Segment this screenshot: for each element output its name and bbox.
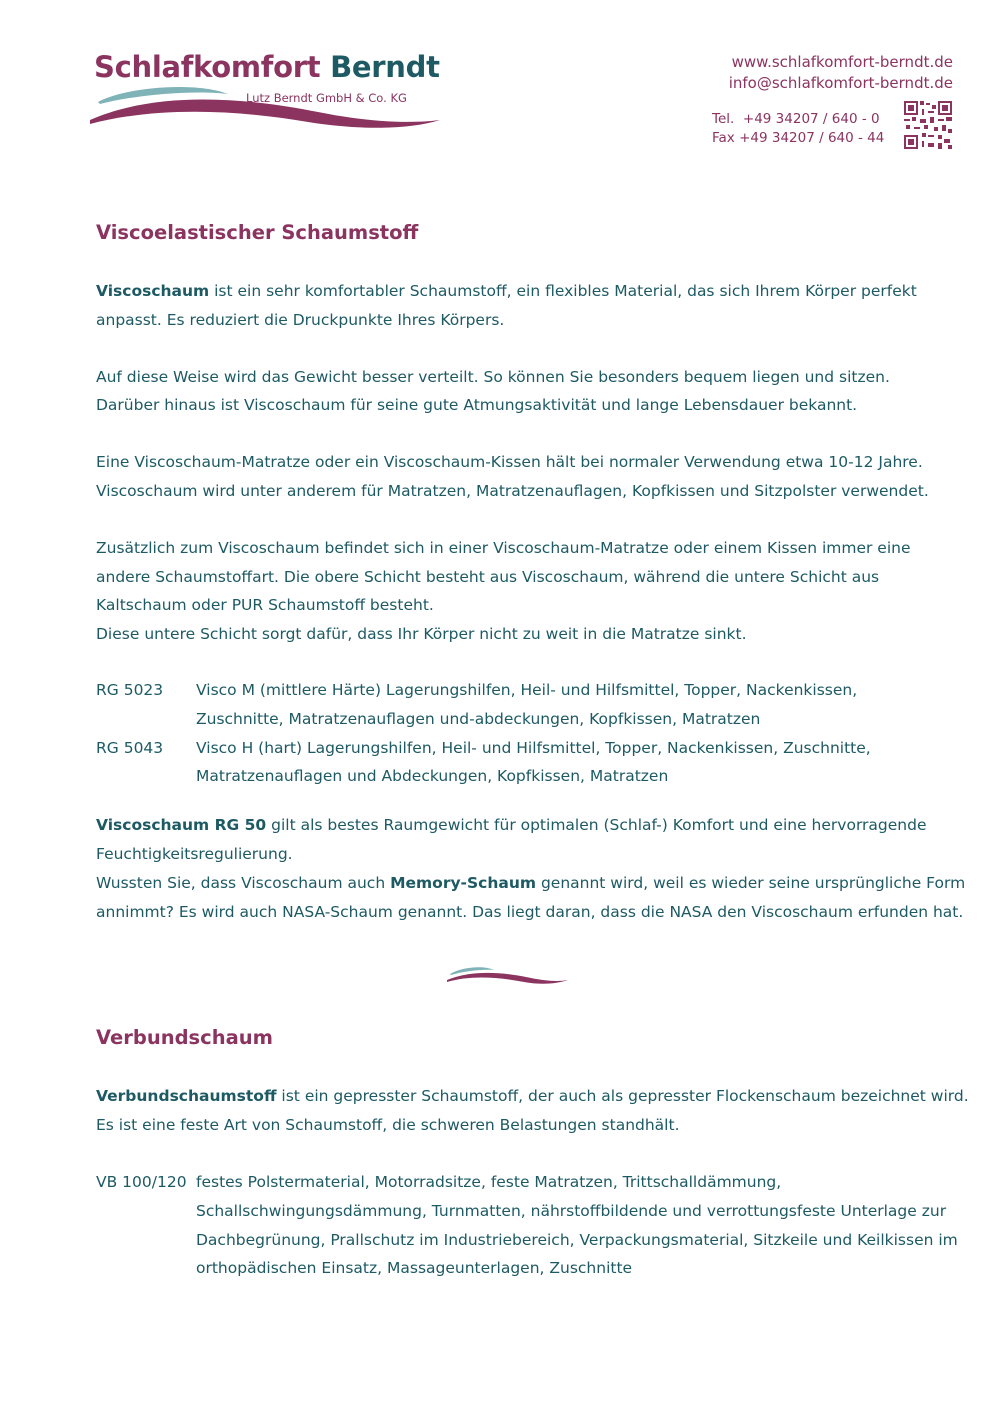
rg-text: Visco M (mittlere Härte) Lagerungshilfen, Heil- und Hilfsmittel, Topper, Nackenkissen, Zuschnitte, Matratzenauflagen und-abdeckungen, Kopfkissen, Matratzen (196, 680, 858, 728)
logo-name-part2: Berndt (330, 50, 440, 84)
rg-list (96, 676, 976, 791)
visco-p7-text-b: genannt wird, weil es wieder seine ursprüngliche Form annimmt? Es wird auch NASA-Schaum genannt. Das liegt daran, dass die NASA den Viscoschaum erfunden hat. (96, 873, 966, 921)
visco-paragraph-6 (96, 811, 976, 869)
vb-item (96, 1168, 976, 1283)
section-title-verbund: Verbundschaum (96, 1026, 273, 1050)
visco-paragraph-7 (96, 869, 966, 927)
contact-web-mail (729, 52, 953, 94)
website-link[interactable]: www.schlafkomfort-berndt.de (731, 53, 953, 71)
fax-row (712, 129, 884, 148)
vb-code: VB 100/120 (96, 1172, 187, 1191)
logo-subtitle: Lutz Berndt GmbH & Co. KG (246, 91, 407, 105)
fax-label: Fax (712, 130, 735, 146)
visco-p7-text-a: Wussten Sie, dass Viscoschaum auch (96, 873, 391, 892)
verbund-paragraph-1 (96, 1082, 976, 1140)
logo-name (94, 50, 440, 84)
contact-phone (712, 110, 884, 148)
visco-paragraph-2: Auf diese Weise wird das Gewicht besser verteilt. So können Sie besonders bequem liegen und sitzen. Darüber hinaus ist Viscoschaum für seine gute Atmungsaktivität und lange Lebensdauer bekannt. (96, 367, 890, 415)
tel-row (712, 110, 884, 129)
rg-text: Visco H (hart) Lagerungshilfen, Heil- und Hilfsmittel, Topper, Nackenkissen, Zuschnitte, Matratzenauflagen und Abdeckungen, Kopfkissen, Matratzen (196, 738, 871, 786)
visco-paragraph-3: Eine Viscoschaum-Matratze oder ein Viscoschaum-Kissen hält bei normaler Verwendung etwa 10-12 Jahre. Viscoschaum wird unter anderem für Matratzen, Matratzenauflagen, Kopfkissen und Sitzpolster verwendet. (96, 453, 929, 500)
logo-name-part1: Schlafkomfort (94, 50, 321, 84)
tel-value: +49 34207 / 640 - 0 (742, 111, 880, 127)
visco-p1-text: ist ein sehr komfortabler Schaumstoff, ein flexibles Material, das sich Ihrem Körper perfekt anpasst. Es reduziert die Druckpunkte Ihres Körpers. (96, 282, 917, 329)
vb-text: festes Polstermaterial, Motorradsitze, feste Matratzen, Trittschalldämmung, Schallschwingungsdämmung, Turnmatten, nährstoffbildende und verrottungsfeste Unterlage zur Dachbegrünung, Prallschutz im Industriebereich, Verpackungsmaterial, Sitzkeile und Keilkissen im orthopädischen Einsatz, Massageunterlagen, Zuschnitte (196, 1172, 958, 1278)
email-link[interactable]: info@schlafkomfort-berndt.de (728, 74, 953, 92)
verbund-p1-text: ist ein gepresster Schaumstoff, der auch als gepresster Flockenschaum bezeichnet wird. Es ist eine feste Art von Schaumstoff, die schweren Belastungen standhält. (96, 1087, 969, 1135)
main-content (96, 218, 976, 1283)
verbund-term: Verbundschaumstoff (96, 1087, 277, 1106)
visco-term: Viscoschaum (96, 282, 210, 300)
company-logo (88, 50, 448, 140)
section-title-visco: Viscoelastischer Schaumstoff (96, 221, 419, 244)
rg50-term: Viscoschaum RG 50 (96, 816, 267, 835)
qr-code-icon (904, 101, 952, 149)
visco-paragraph-1 (96, 277, 964, 335)
rg-item (96, 676, 976, 734)
visco-paragraph-4: Zusätzlich zum Viscoschaum befindet sich in einer Viscoschaum-Matratze oder einem Kissen immer eine andere Schaumstoffart. Die obere Schicht besteht aus Viscoschaum, während die untere Schicht aus Kaltschaum oder PUR Schaumstoff besteht. (96, 538, 911, 615)
tel-label: Tel. (712, 111, 735, 127)
logo-wave-icon (88, 80, 448, 130)
visco-paragraph-5: Diese untere Schicht sorgt dafür, dass Ihr Körper nicht zu weit in die Matratze sinkt. (96, 625, 747, 644)
rg-code: RG 5043 (96, 738, 164, 757)
visco-p6-text: gilt als bestes Raumgewicht für optimalen (Schlaf-) Komfort und eine hervorragende Feuchtigkeitsregulierung. (96, 816, 927, 863)
fax-value: +49 34207 / 640 - 44 (739, 130, 885, 146)
memory-term: Memory-Schaum (390, 873, 537, 892)
rg-item (96, 734, 976, 792)
rg-code: RG 5023 (96, 680, 164, 699)
wave-divider-icon (446, 964, 571, 986)
